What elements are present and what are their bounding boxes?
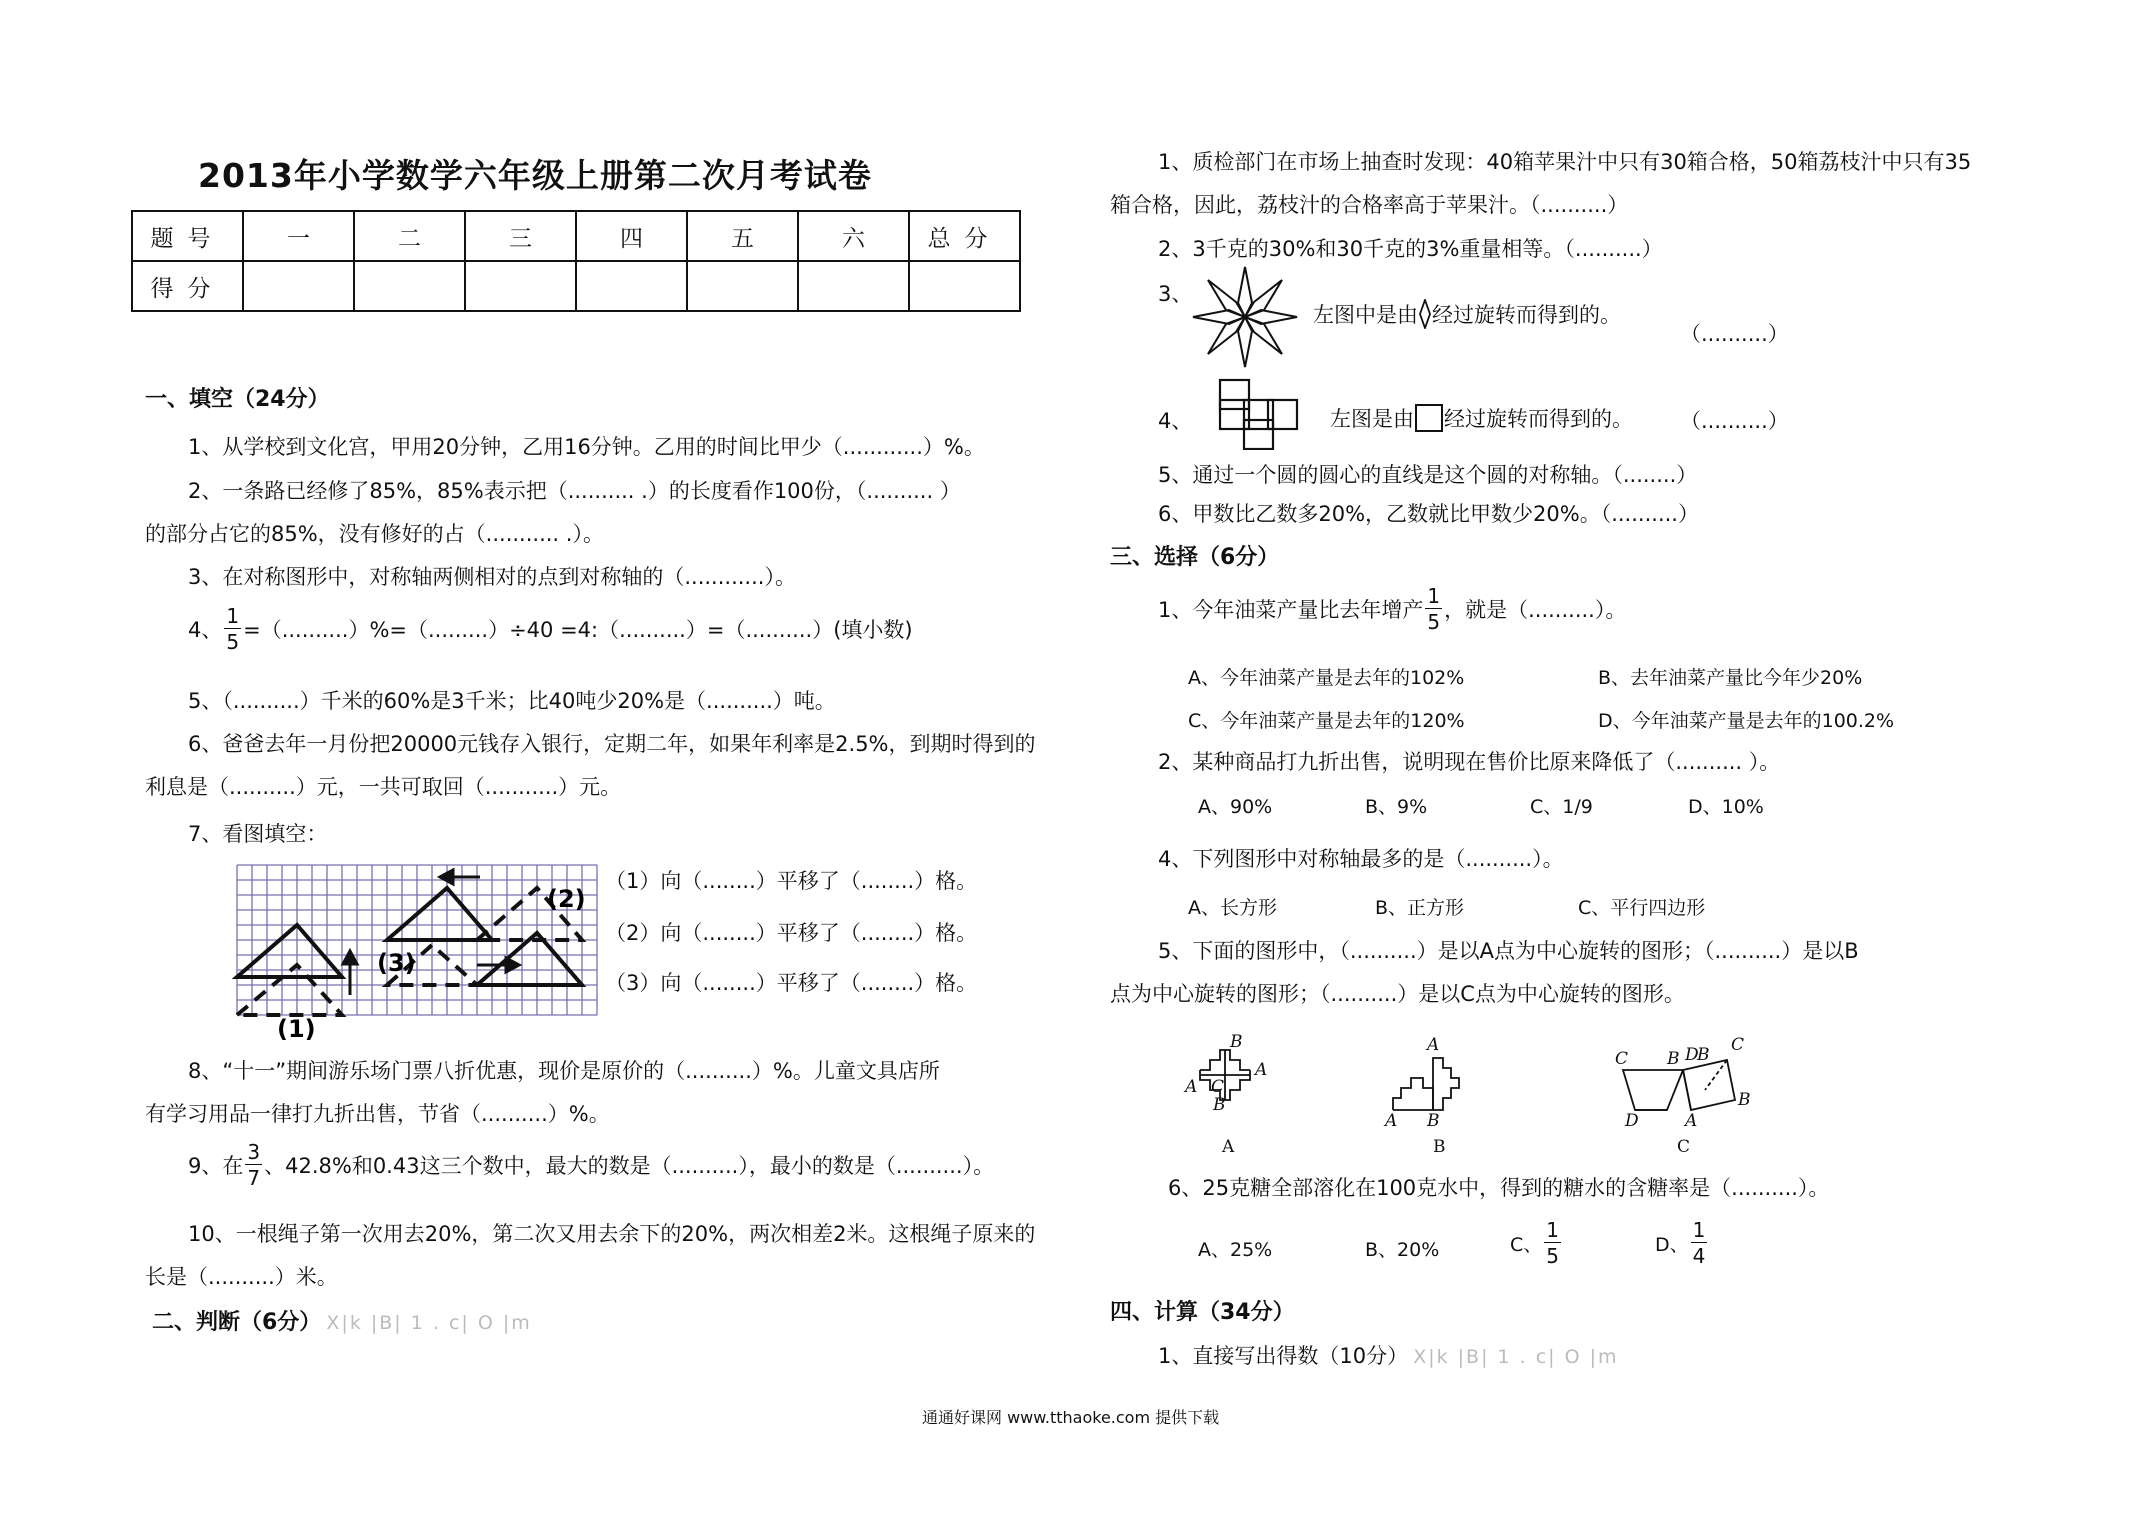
choice-1 (1158, 586, 1626, 632)
figure-label-3: (3) (377, 949, 416, 977)
score-cell: 三 (465, 211, 576, 261)
squares-rotation-figure (1210, 378, 1318, 450)
judge-4-blank: （..........） (1680, 409, 1789, 433)
choice-6-option-d[interactable] (1655, 1220, 1709, 1266)
question-4-text: =（..........）%=（.........）÷40 =4:（..........）=（..........）(填小数) (243, 618, 913, 642)
choice-1-option-c[interactable]: C、今年油菜产量是去年的120% (1188, 710, 1465, 732)
section-2-heading: 二、判断（6分） (152, 1310, 322, 1335)
point-label-a: A (1255, 1060, 1268, 1080)
choice-6-option-c-label: C、 (1510, 1233, 1543, 1256)
score-input-cell[interactable] (354, 261, 465, 311)
question-7-part1: （1）向（........）平移了（........）格。 (605, 869, 978, 893)
point-label-a: A (1385, 1111, 1398, 1131)
score-input-cell[interactable] (243, 261, 354, 311)
score-input-cell[interactable] (909, 261, 1020, 311)
score-cell: 得分 (132, 261, 243, 311)
choice-6-option-c[interactable] (1510, 1220, 1563, 1266)
judge-4-text-a: 左图是由 (1330, 407, 1414, 431)
star-rotation-figure (1190, 265, 1300, 370)
fraction (1544, 1220, 1561, 1266)
fraction (1691, 1220, 1708, 1266)
denominator: 5 (226, 630, 240, 654)
question-7: 7、看图填空： (188, 822, 328, 846)
point-label-d: D (1625, 1111, 1639, 1131)
score-input-cell[interactable] (465, 261, 576, 311)
point-label-a: A (1427, 1035, 1440, 1055)
score-cell: 总分 (909, 211, 1020, 261)
point-label-b: B (1667, 1049, 1680, 1069)
translation-grid-figure (225, 855, 615, 1040)
page-title: 2013年小学数学六年级上册第二次月考试卷 (198, 156, 872, 195)
choice-4: 4、下列图形中对称轴最多的是（..........）。 (1158, 847, 1564, 871)
choice-2-option-a[interactable]: A、90% (1198, 796, 1273, 818)
question-7-part3: （3）向（........）平移了（........）格。 (605, 971, 978, 995)
choice-5-line2: 点为中心旋转的图形；（..........）是以C点为中心旋转的图形。 (1110, 982, 1685, 1006)
choice-4-option-a[interactable]: A、长方形 (1188, 897, 1277, 919)
denominator: 4 (1692, 1244, 1706, 1268)
choice-6-option-b[interactable]: B、20% (1365, 1239, 1440, 1261)
judge-3-number: 3、 (1158, 282, 1193, 306)
denominator: 7 (247, 1166, 261, 1190)
figure-caption-a: A (1222, 1137, 1235, 1157)
watermark-text: X|k |B| 1 . c| O |m (326, 1312, 532, 1334)
choice-1-option-d[interactable]: D、今年油菜产量是去年的100.2% (1598, 710, 1895, 732)
figure-caption-c: C (1677, 1137, 1691, 1157)
question-4 (188, 606, 913, 652)
choice-4-option-b[interactable]: B、正方形 (1375, 897, 1465, 919)
score-table-header-row (132, 211, 1020, 261)
judge-4-number: 4、 (1158, 409, 1193, 433)
triangle-dashed-1 (237, 965, 342, 1015)
question-5: 5、（..........）千米的60%是3千米；比40吨少20%是（..........）吨。 (188, 689, 836, 713)
question-10-line2: 长是（..........）米。 (145, 1265, 338, 1289)
point-label-c: C (1211, 1077, 1225, 1097)
judge-4-text (1330, 403, 1633, 433)
question-6-line2: 利息是（..........）元，一共可取回（...........）元。 (145, 775, 622, 799)
question-8-line1: 8、“十一”期间游乐场门票八折优惠，现价是原价的（..........）%。儿童文具店所 (188, 1059, 940, 1083)
question-4-number: 4、 (188, 618, 223, 642)
question-8-line2: 有学习用品一律打九折出售，节省（..........）%。 (145, 1102, 610, 1126)
judge-3-text-a: 左图中是由 (1313, 303, 1418, 327)
section-4-heading: 四、计算（34分） (1110, 1300, 1295, 1325)
choice-1-text-a: 1、今年油菜产量比去年增产 (1158, 598, 1424, 622)
judge-3-text (1313, 299, 1621, 329)
choice-6: 6、25克糖全部溶化在100克水中，得到的糖水的含糖率是（..........）。 (1168, 1176, 1830, 1200)
choice-6-option-d-label: D、 (1655, 1233, 1689, 1256)
footer-credit: 通通好课网 www.tthaoke.com 提供下载 (922, 1408, 1220, 1427)
triangle-translated-2 (387, 888, 492, 940)
point-label-a: A (1685, 1111, 1698, 1131)
point-label-c: C (1615, 1049, 1629, 1069)
score-table (131, 210, 1021, 312)
judge-5: 5、通过一个圆的圆心的直线是这个圆的对称轴。（........） (1158, 463, 1698, 487)
score-cell: 题号 (132, 211, 243, 261)
numerator: 1 (1546, 1218, 1560, 1242)
score-cell: 五 (687, 211, 798, 261)
score-cell: 四 (576, 211, 687, 261)
point-label-b: B (1213, 1095, 1226, 1115)
figure-caption-b: B (1433, 1137, 1446, 1157)
point-label-b: B (1738, 1090, 1751, 1110)
calc-1: 1、直接写出得数（10分） (1158, 1344, 1409, 1368)
small-square-icon (1414, 403, 1444, 433)
judge-2: 2、3千克的30%和30千克的3%重量相等。（..........） (1158, 237, 1663, 261)
fraction (1425, 586, 1442, 632)
section-2-heading-row (152, 1305, 532, 1336)
point-label-b: B (1697, 1045, 1710, 1065)
point-label-a: A (1185, 1077, 1198, 1097)
numerator: 1 (1692, 1218, 1706, 1242)
question-9 (188, 1142, 994, 1188)
point-label-c: C (1731, 1035, 1745, 1055)
section-3-heading: 三、选择（6分） (1110, 545, 1280, 570)
choice-6-option-a[interactable]: A、25% (1198, 1239, 1273, 1261)
watermark-text: X|k |B| 1 . c| O |m (1413, 1346, 1619, 1368)
rotation-figures (1175, 1030, 1805, 1160)
judge-4-text-b: 经过旋转而得到的。 (1444, 407, 1633, 431)
fraction (245, 1142, 262, 1188)
figure-label-2: (2) (547, 885, 586, 913)
numerator: 1 (1427, 584, 1441, 608)
score-input-cell[interactable] (576, 261, 687, 311)
choice-1-text-b: ，就是（..........）。 (1444, 598, 1627, 622)
judge-1-line2: 箱合格，因此，荔枝汁的合格率高于苹果汁。（..........） (1110, 193, 1629, 217)
question-10-line1: 10、一根绳子第一次用去20%，第二次又用去余下的20%，两次相差2米。这根绳子原来的 (188, 1222, 1036, 1246)
choice-2-option-d[interactable]: D、10% (1688, 796, 1764, 818)
choice-4-option-c[interactable]: C、平行四边形 (1578, 897, 1706, 919)
question-2-line1: 2、一条路已经修了85%，85%表示把（.......... .）的长度看作100份，（.......... ） (188, 479, 961, 503)
question-1: 1、从学校到文化宫，甲用20分钟，乙用16分钟。乙用的时间比甲少（............）%。 (188, 435, 985, 459)
judge-1-line1: 1、质检部门在市场上抽查时发现：40箱苹果汁中只有30箱合格，50箱荔枝汁中只有35 (1158, 150, 1972, 174)
question-3: 3、在对称图形中，对称轴两侧相对的点到对称轴的（............）。 (188, 565, 796, 589)
choice-2: 2、某种商品打九折出售，说明现在售价比原来降低了（.......... ）。 (1158, 750, 1781, 774)
denominator: 5 (1546, 1244, 1560, 1268)
point-label-b: B (1230, 1032, 1243, 1052)
figure-label-1: (1) (277, 1015, 316, 1040)
point-label-b: B (1427, 1111, 1440, 1131)
question-2-line2: 的部分占它的85%，没有修好的占（........... .）。 (145, 522, 604, 546)
score-table-score-row (132, 261, 1020, 311)
section-1-heading: 一、填空（24分） (145, 387, 330, 412)
fraction (224, 606, 241, 652)
score-cell: 一 (243, 211, 354, 261)
choice-5-line1: 5、下面的图形中，（..........）是以A点为中心旋转的图形；（..........）是以B (1158, 939, 1859, 963)
point-label-d: D (1685, 1045, 1699, 1065)
numerator: 1 (226, 604, 240, 628)
choice-1-option-b[interactable]: B、去年油菜产量比今年少20% (1598, 667, 1863, 689)
score-cell: 六 (798, 211, 909, 261)
score-input-cell[interactable] (687, 261, 798, 311)
question-9-number: 9、在 (188, 1154, 244, 1178)
numerator: 3 (247, 1140, 261, 1164)
score-cell: 二 (354, 211, 465, 261)
judge-3-text-b: 经过旋转而得到的。 (1432, 303, 1621, 327)
question-7-part2: （2）向（........）平移了（........）格。 (605, 921, 978, 945)
denominator: 5 (1427, 610, 1441, 634)
choice-2-option-c[interactable]: C、1/9 (1530, 796, 1593, 818)
question-9-text: 、42.8%和0.43这三个数中，最大的数是（..........），最小的数是（..........）。 (264, 1154, 995, 1178)
choice-1-option-a[interactable]: A、今年油菜产量是去年的102% (1188, 667, 1465, 689)
choice-2-option-b[interactable]: B、9% (1365, 796, 1428, 818)
judge-6: 6、甲数比乙数多20%，乙数就比甲数少20%。（..........） (1158, 502, 1699, 526)
judge-3-blank: （..........） (1680, 322, 1789, 346)
calc-1-row (1158, 1340, 1619, 1370)
question-6-line1: 6、爸爸去年一月份把20000元钱存入银行，定期二年，如果年利率是2.5%，到期时得到的 (188, 732, 1036, 756)
score-input-cell[interactable] (798, 261, 909, 311)
petal-icon (1418, 299, 1432, 329)
